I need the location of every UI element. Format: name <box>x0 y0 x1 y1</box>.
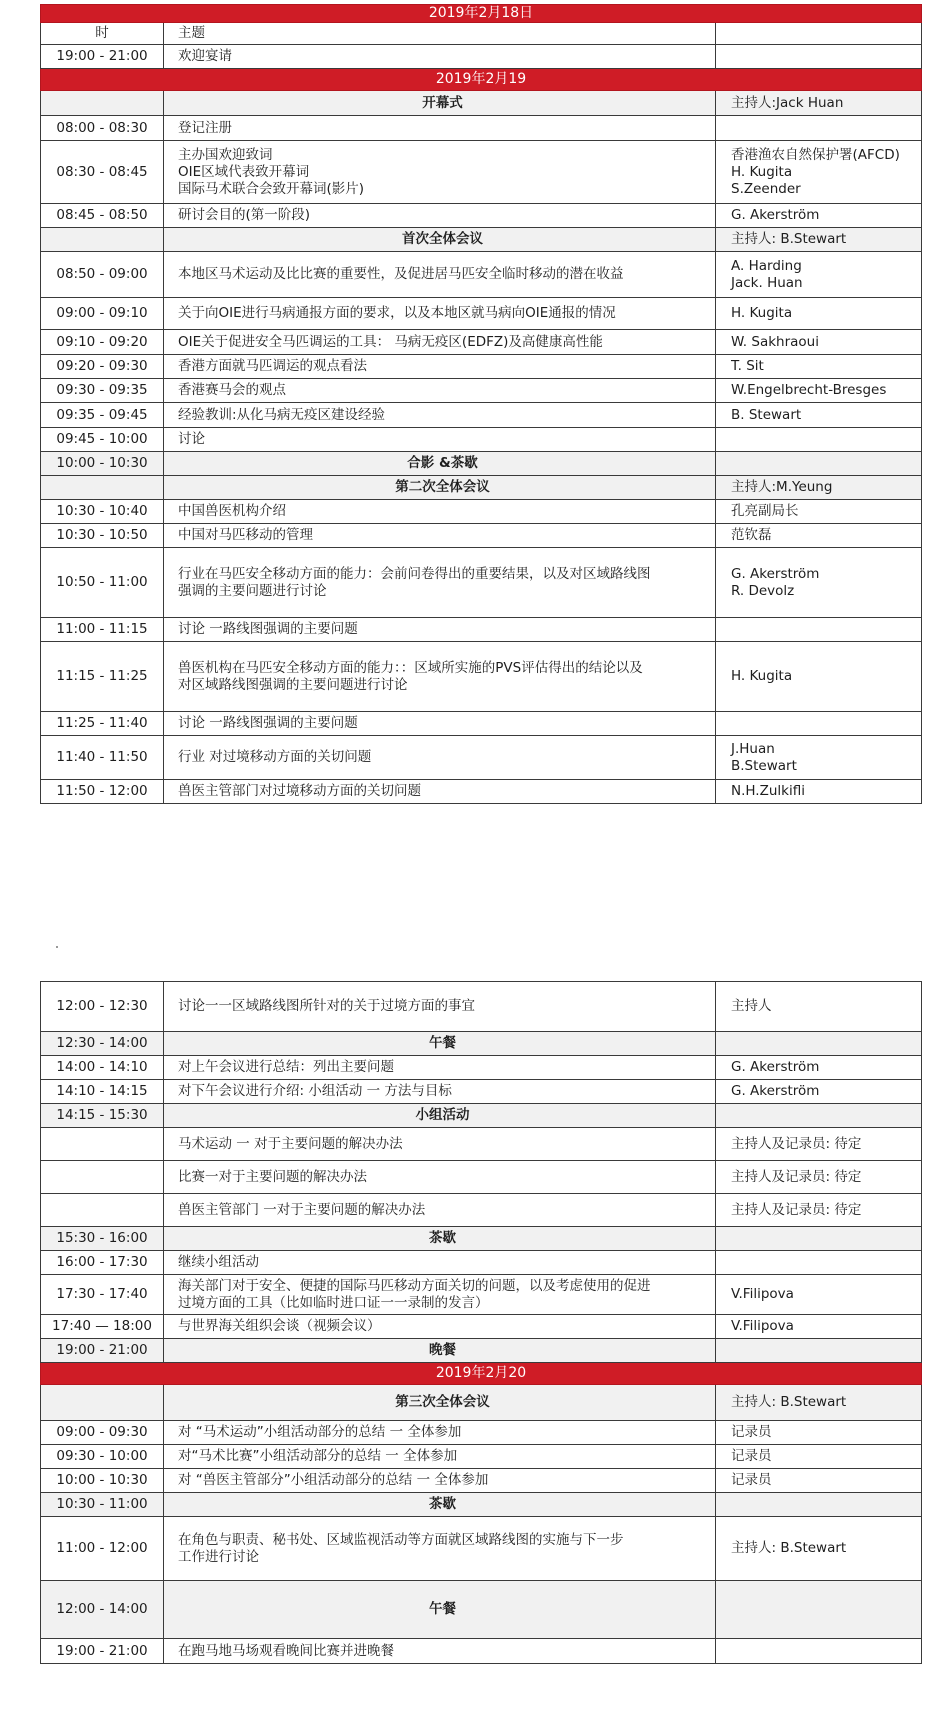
agenda-row <box>41 204 922 228</box>
session-header-row <box>41 1581 922 1639</box>
time-cell: 09:00 - 09:30 <box>41 1421 164 1445</box>
topic-cell <box>164 1275 716 1315</box>
topic-cell: 香港方面就马匹调运的观点看法 <box>164 355 716 379</box>
topic-cell: 比赛一对于主要问题的解决办法 <box>164 1161 716 1194</box>
topic-cell: 与世界海关组织会谈（视频会议） <box>164 1315 716 1339</box>
text-line: G. Akerström <box>731 565 820 582</box>
agenda-row <box>41 298 922 330</box>
time-cell: 09:45 - 10:00 <box>41 428 164 452</box>
host-cell <box>716 1032 922 1056</box>
host-cell: 范钦磊 <box>716 524 922 548</box>
text-line: 主办国欢迎致词 <box>178 146 273 163</box>
time-cell: 14:10 - 14:15 <box>41 1080 164 1104</box>
time-cell: 12:30 - 14:00 <box>41 1032 164 1056</box>
session-title: 晚餐 <box>164 1339 716 1363</box>
time-cell: 10:30 - 10:50 <box>41 524 164 548</box>
agenda-row <box>41 355 922 379</box>
time-cell: 12:00 - 14:00 <box>41 1581 164 1639</box>
text-line: 海关部门对于安全、便捷的国际马匹移动方面关切的问题，以及考虑使用的促进 <box>178 1277 651 1294</box>
agenda-row <box>41 1421 922 1445</box>
time-cell <box>41 91 164 116</box>
topic-cell: 中国兽医机构介绍 <box>164 500 716 524</box>
session-header-row <box>41 91 922 116</box>
host-cell: 主持人及记录员: 待定 <box>716 1194 922 1227</box>
text-line: H. Kugita <box>731 163 793 180</box>
time-cell: 17:30 - 17:40 <box>41 1275 164 1315</box>
host-cell <box>716 1493 922 1517</box>
host-cell: 记录员 <box>716 1421 922 1445</box>
host-cell <box>716 452 922 476</box>
time-cell: 10:00 - 10:30 <box>41 1469 164 1493</box>
host-cell <box>716 141 922 204</box>
text-line: Jack. Huan <box>731 274 803 291</box>
host-cell: W.Engelbrecht-Bresges <box>716 379 922 403</box>
topic-cell: 关于向OIE进行马病通报方面的要求，以及本地区就马病向OIE通报的情况 <box>164 298 716 330</box>
agenda-row <box>41 45 922 69</box>
time-cell: 14:00 - 14:10 <box>41 1056 164 1080</box>
time-cell: 19:00 - 21:00 <box>41 1339 164 1363</box>
session-title: 小组活动 <box>164 1104 716 1128</box>
time-cell: 11:00 - 11:15 <box>41 618 164 642</box>
topic-cell: 中国对马匹移动的管理 <box>164 524 716 548</box>
time-cell: 10:50 - 11:00 <box>41 548 164 618</box>
date-banner <box>41 5 922 23</box>
topic-cell: 对上午会议进行总结：列出主要问题 <box>164 1056 716 1080</box>
agenda-row <box>41 1469 922 1493</box>
topic-cell: 兽医主管部门对过境移动方面的关切问题 <box>164 780 716 804</box>
date-banner-text: 2019年2月18日 <box>41 5 922 23</box>
time-cell: 10:30 - 11:00 <box>41 1493 164 1517</box>
text-line: R. Devolz <box>731 582 795 599</box>
host-cell <box>716 1581 922 1639</box>
text-line: 强调的主要问题进行讨论 <box>178 582 327 599</box>
host-cell <box>716 252 922 298</box>
session-title: 首次全体会议 <box>164 228 716 252</box>
topic-cell: 继续小组活动 <box>164 1251 716 1275</box>
host-cell: 记录员 <box>716 1445 922 1469</box>
text-line: S.Zeender <box>731 180 801 197</box>
time-cell <box>41 1385 164 1421</box>
topic-cell: 兽医主管部门 一对于主要问题的解决办法 <box>164 1194 716 1227</box>
date-banner <box>41 69 922 91</box>
time-cell: 19:00 - 21:00 <box>41 45 164 69</box>
time-cell: 09:10 - 09:20 <box>41 330 164 355</box>
time-cell: 09:20 - 09:30 <box>41 355 164 379</box>
agenda-row <box>41 1161 922 1194</box>
time-cell: 08:45 - 08:50 <box>41 204 164 228</box>
text-line: B.Stewart <box>731 757 797 774</box>
host-cell <box>716 23 922 45</box>
session-header-row <box>41 1385 922 1421</box>
agenda-row <box>41 1517 922 1581</box>
agenda-row <box>41 982 922 1032</box>
host-cell: 主持人及记录员: 待定 <box>716 1128 922 1161</box>
topic-cell: 讨论 <box>164 428 716 452</box>
topic-cell: 对 “兽医主管部分”小组活动部分的总结 一 全体参加 <box>164 1469 716 1493</box>
host-cell: G. Akerström <box>716 1056 922 1080</box>
agenda-row <box>41 252 922 298</box>
host-cell: N.H.Zulkifli <box>716 780 922 804</box>
time-cell <box>41 476 164 500</box>
host-cell <box>716 1251 922 1275</box>
time-cell: 19:00 - 21:00 <box>41 1639 164 1664</box>
agenda-row <box>41 116 922 141</box>
host-cell: B. Stewart <box>716 403 922 428</box>
session-title: 茶歇 <box>164 1493 716 1517</box>
time-cell: 11:25 - 11:40 <box>41 712 164 736</box>
host-cell: H. Kugita <box>716 642 922 712</box>
host-cell: V.Filipova <box>716 1275 922 1315</box>
host-cell: T. Sit <box>716 355 922 379</box>
time-cell: 15:30 - 16:00 <box>41 1227 164 1251</box>
host-cell <box>716 1227 922 1251</box>
agenda-row <box>41 618 922 642</box>
topic-cell: 对“马术比赛”小组活动部分的总结 一 全体参加 <box>164 1445 716 1469</box>
time-cell: 09:00 - 09:10 <box>41 298 164 330</box>
text-line: 香港渔农自然保护署(AFCD) <box>731 146 900 163</box>
topic-cell: 对下午会议进行介绍: 小组活动 一 方法与目标 <box>164 1080 716 1104</box>
topic-cell <box>164 642 716 712</box>
agenda-row <box>41 1315 922 1339</box>
text-line: 工作进行讨论 <box>178 1548 259 1565</box>
topic-cell: 行业 对过境移动方面的关切问题 <box>164 736 716 780</box>
time-cell: 11:15 - 11:25 <box>41 642 164 712</box>
agenda-row <box>41 141 922 204</box>
topic-cell: 香港赛马会的观点 <box>164 379 716 403</box>
host-cell <box>716 45 922 69</box>
session-title: 第三次全体会议 <box>164 1385 716 1421</box>
time-cell: 时 <box>41 23 164 45</box>
topic-cell: 在跑马地马场观看晚间比赛并进晚餐 <box>164 1639 716 1664</box>
host-cell: 主持人:M.Yeung <box>716 476 922 500</box>
host-cell: G. Akerström <box>716 204 922 228</box>
time-cell: 11:00 - 12:00 <box>41 1517 164 1581</box>
host-cell: H. Kugita <box>716 298 922 330</box>
agenda-row <box>41 524 922 548</box>
host-cell: W. Sakhraoui <box>716 330 922 355</box>
date-banner-text: 2019年2月20 <box>41 1363 922 1385</box>
host-cell: 主持人: B.Stewart <box>716 228 922 252</box>
agenda-row <box>41 428 922 452</box>
topic-cell: 对 “马术运动”小组活动部分的总结 一 全体参加 <box>164 1421 716 1445</box>
session-title: 开幕式 <box>164 91 716 116</box>
time-cell <box>41 1194 164 1227</box>
host-cell <box>716 1639 922 1664</box>
host-cell: 记录员 <box>716 1469 922 1493</box>
time-cell: 16:00 - 17:30 <box>41 1251 164 1275</box>
time-cell: 14:15 - 15:30 <box>41 1104 164 1128</box>
topic-cell: 讨论 一路线图强调的主要问题 <box>164 712 716 736</box>
host-cell: 主持人:Jack Huan <box>716 91 922 116</box>
time-cell <box>41 1128 164 1161</box>
agenda-row <box>41 712 922 736</box>
time-cell: 08:50 - 09:00 <box>41 252 164 298</box>
topic-cell: 主题 <box>164 23 716 45</box>
text-line: OIE区域代表致开幕词 <box>178 163 310 180</box>
topic-cell: 欢迎宴请 <box>164 45 716 69</box>
text-line: A. Harding <box>731 257 802 274</box>
agenda-row <box>41 379 922 403</box>
session-title: 午餐 <box>164 1032 716 1056</box>
session-title: 茶歇 <box>164 1227 716 1251</box>
host-cell <box>716 1339 922 1363</box>
topic-cell: 经验教训:从化马病无疫区建设经验 <box>164 403 716 428</box>
text-line: 行业在马匹安全移动方面的能力：会前问卷得出的重要结果，以及对区域路线图 <box>178 565 651 582</box>
session-header-row <box>41 476 922 500</box>
agenda-row <box>41 1194 922 1227</box>
host-cell <box>716 428 922 452</box>
topic-cell <box>164 1517 716 1581</box>
agenda-row <box>41 1056 922 1080</box>
session-header-row <box>41 1032 922 1056</box>
host-cell <box>716 618 922 642</box>
agenda-row <box>41 780 922 804</box>
time-cell: 09:35 - 09:45 <box>41 403 164 428</box>
session-title: 午餐 <box>164 1581 716 1639</box>
host-cell: 主持人: B.Stewart <box>716 1517 922 1581</box>
host-cell <box>716 116 922 141</box>
agenda-row <box>41 548 922 618</box>
text-line: J.Huan <box>731 740 775 757</box>
topic-cell <box>164 548 716 618</box>
agenda-table-part1 <box>40 4 922 804</box>
time-cell: 08:30 - 08:45 <box>41 141 164 204</box>
agenda-row <box>41 1080 922 1104</box>
text-line: 兽医机构在马匹安全移动方面的能力：：区域所实施的PVS评估得出的结论以及 <box>178 659 643 676</box>
agenda-row <box>41 1251 922 1275</box>
agenda-row <box>41 330 922 355</box>
text-line: 过境方面的工具（比如临时进口证一一录制的发言） <box>178 1294 489 1311</box>
time-cell <box>41 1161 164 1194</box>
session-header-row <box>41 228 922 252</box>
time-cell: 09:30 - 09:35 <box>41 379 164 403</box>
time-cell <box>41 228 164 252</box>
host-cell: 主持人: B.Stewart <box>716 1385 922 1421</box>
topic-cell: 讨论一一区域路线图所针对的关于过境方面的事宜 <box>164 982 716 1032</box>
host-cell: 主持人 <box>716 982 922 1032</box>
host-cell: 孔亮副局长 <box>716 500 922 524</box>
agenda-row <box>41 1639 922 1664</box>
agenda-row <box>41 1445 922 1469</box>
agenda-table-part2 <box>40 981 922 1664</box>
time-cell: 11:50 - 12:00 <box>41 780 164 804</box>
agenda-row <box>41 403 922 428</box>
text-line: 对区域路线图强调的主要问题进行讨论 <box>178 676 408 693</box>
session-header-row <box>41 1227 922 1251</box>
agenda-row <box>41 23 922 45</box>
agenda-row <box>41 1275 922 1315</box>
time-cell: 09:30 - 10:00 <box>41 1445 164 1469</box>
date-banner <box>41 1363 922 1385</box>
time-cell: 12:00 - 12:30 <box>41 982 164 1032</box>
host-cell: 主持人及记录员: 待定 <box>716 1161 922 1194</box>
topic-cell: 登记注册 <box>164 116 716 141</box>
session-title: 合影 &茶歇 <box>164 452 716 476</box>
agenda-row <box>41 1128 922 1161</box>
time-cell: 17:40 — 18:00 <box>41 1315 164 1339</box>
host-cell <box>716 548 922 618</box>
time-cell: 08:00 - 08:30 <box>41 116 164 141</box>
host-cell: G. Akerström <box>716 1080 922 1104</box>
time-cell: 10:00 - 10:30 <box>41 452 164 476</box>
date-banner-text: 2019年2月19 <box>41 69 922 91</box>
session-header-row <box>41 1493 922 1517</box>
session-header-row <box>41 1104 922 1128</box>
time-cell: 10:30 - 10:40 <box>41 500 164 524</box>
session-header-row <box>41 1339 922 1363</box>
agenda-row <box>41 642 922 712</box>
host-cell <box>716 736 922 780</box>
host-cell <box>716 712 922 736</box>
topic-cell: 研讨会目的(第一阶段) <box>164 204 716 228</box>
time-cell: 11:40 - 11:50 <box>41 736 164 780</box>
session-title: 第二次全体会议 <box>164 476 716 500</box>
text-line: 在角色与职责、秘书处、区域监视活动等方面就区域路线图的实施与下一步 <box>178 1531 624 1548</box>
topic-cell: 马术运动 一 对于主要问题的解决办法 <box>164 1128 716 1161</box>
text-line: 国际马术联合会致开幕词(影片) <box>178 180 365 197</box>
scan-speck <box>56 946 58 948</box>
session-header-row <box>41 452 922 476</box>
agenda-row <box>41 736 922 780</box>
topic-cell: OIE关于促进安全马匹调运的工具： 马病无疫区(EDFZ)及高健康高性能 <box>164 330 716 355</box>
topic-cell: 本地区马术运动及比比赛的重要性，及促进居马匹安全临时移动的潜在收益 <box>164 252 716 298</box>
host-cell <box>716 1104 922 1128</box>
host-cell: V.Filipova <box>716 1315 922 1339</box>
topic-cell <box>164 141 716 204</box>
topic-cell: 讨论 一路线图强调的主要问题 <box>164 618 716 642</box>
agenda-row <box>41 500 922 524</box>
